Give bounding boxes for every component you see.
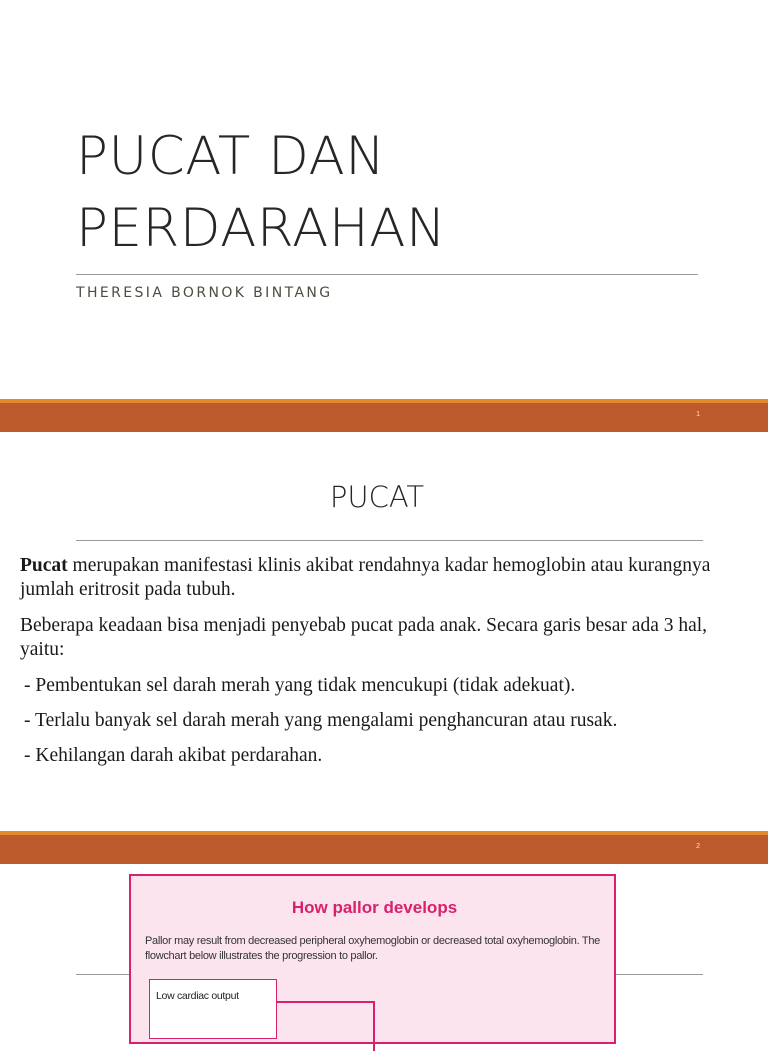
intro-term: Pucat [20,555,68,576]
slide-heading: PUCAT [329,480,425,514]
footer-bar-accent [0,831,768,835]
intro-paragraph [20,554,750,602]
list-item: - Kehilangan darah akibat perdarahan. [24,745,323,766]
flowchart-node-label: Low cardiac output [156,990,239,1002]
slide-footer-bar [0,831,768,864]
title-slide [0,0,768,399]
pallor-figure-box [129,874,616,1044]
list-item: - Terlalu banyak sel darah merah yang mengalami penghancuran atau rusak. [24,710,618,731]
footer-bar-accent [0,399,768,403]
content-slide-pucat [0,432,768,831]
slide-body [20,554,750,779]
list-item: - Pembentukan sel darah merah yang tidak mencukupi (tidak adekuat). [24,675,576,696]
flowchart-connector [373,1001,375,1051]
heading-divider [76,540,703,541]
title-line-2: PERDARAHAN [76,198,447,259]
flowchart-connector [277,1001,374,1003]
slide-subtitle: THERESIA BORNOK BINTANG [76,285,333,301]
figure-title: How pallor develops [291,898,458,917]
page-number: 2 [696,843,700,850]
content-slide-pallor [0,864,768,1024]
title-line-1: PUCAT DAN [76,126,386,187]
causes-paragraph: Beberapa keadaan bisa menjadi penyebab pucat pada anak. Secara garis besar ada 3 hal, yaitu: [20,615,708,660]
flowchart-node [149,979,277,1039]
slide-footer-bar [0,399,768,432]
figure-description: Pallor may result from decreased peripheral oxyhemoglobin or decreased total oxyhemoglobin. The flowchart below illustrates the progression to pallor. [145,935,600,962]
title-divider [76,274,698,275]
intro-text: merupakan manifestasi klinis akibat rendahnya kadar hemoglobin atau kurangnya jumlah eritrosit pada tubuh. [20,555,711,600]
slide-title [76,121,716,265]
page-number: 1 [696,411,700,418]
